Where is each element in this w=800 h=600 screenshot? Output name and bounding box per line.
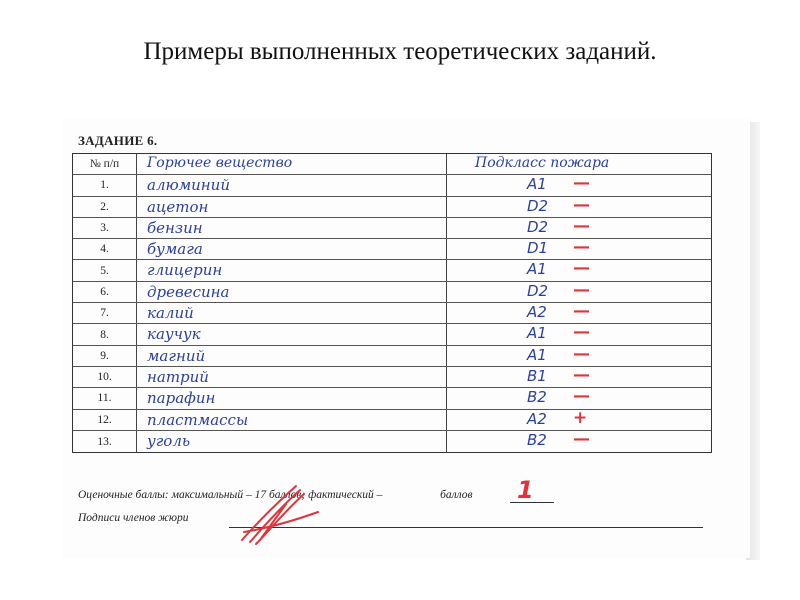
header-substance: Горючее вещество xyxy=(147,155,293,171)
table-row xyxy=(73,407,711,431)
table-row xyxy=(73,303,711,324)
substance-cell xyxy=(137,218,447,238)
subclass-answer: B2 xyxy=(527,430,547,449)
substance-cell xyxy=(137,260,447,280)
table-row xyxy=(73,194,711,218)
substance-answer: ацетон xyxy=(147,197,209,216)
subclass-cell xyxy=(447,407,711,430)
subclass-cell xyxy=(447,279,711,302)
subclass-answer: B2 xyxy=(527,388,547,407)
subclass-answer: A1 xyxy=(527,175,547,194)
subclass-cell xyxy=(447,428,711,452)
subclass-answer: D2 xyxy=(527,281,549,300)
grader-mark: + xyxy=(573,407,588,428)
header-subclass: Подкласс пожара xyxy=(475,155,610,171)
grader-mark: — xyxy=(573,364,590,385)
subclass-cell xyxy=(447,175,711,195)
substance-answer: магний xyxy=(147,346,206,365)
subclass-cell xyxy=(447,260,711,280)
subclass-answer: D1 xyxy=(527,239,549,258)
row-num: 2. xyxy=(73,197,137,217)
substance-answer: калий xyxy=(147,304,194,323)
table-row xyxy=(73,175,711,196)
subclass-answer: A1 xyxy=(527,260,547,279)
grader-mark: — xyxy=(573,279,590,300)
table-header-row xyxy=(73,154,711,175)
header-substance-cell xyxy=(137,154,447,174)
subclass-answer: A2 xyxy=(527,303,547,322)
table-row xyxy=(73,215,711,239)
subclass-cell xyxy=(447,343,711,366)
subclass-cell xyxy=(447,388,711,408)
subclass-answer: A1 xyxy=(527,345,547,364)
substance-answer: древесина xyxy=(147,282,230,301)
row-num: 10. xyxy=(73,367,137,387)
row-num: 8. xyxy=(73,324,137,344)
grader-mark: — xyxy=(573,428,590,449)
substance-cell xyxy=(137,410,447,430)
substance-cell xyxy=(137,388,447,408)
grader-mark: — xyxy=(573,343,590,364)
table-row xyxy=(73,364,711,388)
subclass-answer: D2 xyxy=(527,217,549,236)
grader-mark: — xyxy=(573,215,590,236)
substance-cell xyxy=(137,324,447,344)
table-row xyxy=(73,324,711,345)
substance-cell xyxy=(137,346,447,366)
header-num: № п/п xyxy=(73,154,137,174)
substance-cell xyxy=(137,282,447,302)
substance-answer: пластмассы xyxy=(147,410,249,429)
substance-answer: уголь xyxy=(147,431,191,450)
jury-signature xyxy=(238,482,328,546)
subclass-cell xyxy=(447,324,711,344)
substance-answer: бумага xyxy=(147,240,203,259)
grader-mark: — xyxy=(573,194,590,215)
grader-mark: — xyxy=(573,301,590,322)
row-num: 9. xyxy=(73,346,137,366)
header-subclass-cell xyxy=(447,154,711,174)
slide-title: Примеры выполненных теоретических заданий. xyxy=(143,38,657,65)
substance-cell xyxy=(137,175,447,195)
grader-mark: — xyxy=(573,322,590,343)
subclass-cell xyxy=(447,303,711,323)
subclass-answer: D2 xyxy=(527,196,549,215)
grader-mark: — xyxy=(573,237,590,258)
table-body xyxy=(73,175,711,452)
row-num: 13. xyxy=(73,431,137,452)
scores-text: Оценочные баллы: максимальный – 17 баллов; фактический – xyxy=(78,489,383,501)
substance-cell xyxy=(137,431,447,452)
subclass-cell xyxy=(447,364,711,387)
subclass-answer: A1 xyxy=(527,324,547,343)
row-num: 4. xyxy=(73,239,137,259)
substance-cell xyxy=(137,367,447,387)
task-heading: ЗАДАНИЕ 6. xyxy=(78,133,158,148)
subclass-answer: A2 xyxy=(527,409,547,428)
row-num: 6. xyxy=(73,282,137,302)
score-unit: баллов xyxy=(440,489,473,501)
grader-mark: — xyxy=(573,386,590,407)
substance-cell xyxy=(137,303,447,323)
substance-answer: бензин xyxy=(147,218,203,237)
subclass-cell xyxy=(447,194,711,217)
table-row xyxy=(73,260,711,281)
row-num: 5. xyxy=(73,260,137,280)
score-value: 1 xyxy=(517,476,534,504)
grader-mark: — xyxy=(573,258,590,279)
substance-answer: каучук xyxy=(147,325,201,344)
substance-answer: парафин xyxy=(147,389,216,408)
row-num: 1. xyxy=(73,175,137,195)
table-row xyxy=(73,343,711,367)
table-row xyxy=(73,239,711,260)
answer-table xyxy=(72,153,712,453)
row-num: 3. xyxy=(73,218,137,238)
subclass-cell xyxy=(447,239,711,259)
subclass-cell xyxy=(447,215,711,238)
subclass-answer: B1 xyxy=(527,366,547,385)
substance-answer: алюминий xyxy=(147,176,230,195)
table-row xyxy=(73,388,711,409)
row-num: 12. xyxy=(73,410,137,430)
row-num: 7. xyxy=(73,303,137,323)
substance-answer: глицерин xyxy=(147,261,223,280)
substance-cell xyxy=(137,239,447,259)
table-row xyxy=(73,279,711,303)
row-num: 11. xyxy=(73,388,137,408)
table-row xyxy=(73,428,711,452)
substance-cell xyxy=(137,197,447,217)
jury-line-label: Подписи членов жюри xyxy=(78,512,189,524)
substance-answer: натрий xyxy=(147,367,209,386)
grader-mark: — xyxy=(573,173,590,194)
